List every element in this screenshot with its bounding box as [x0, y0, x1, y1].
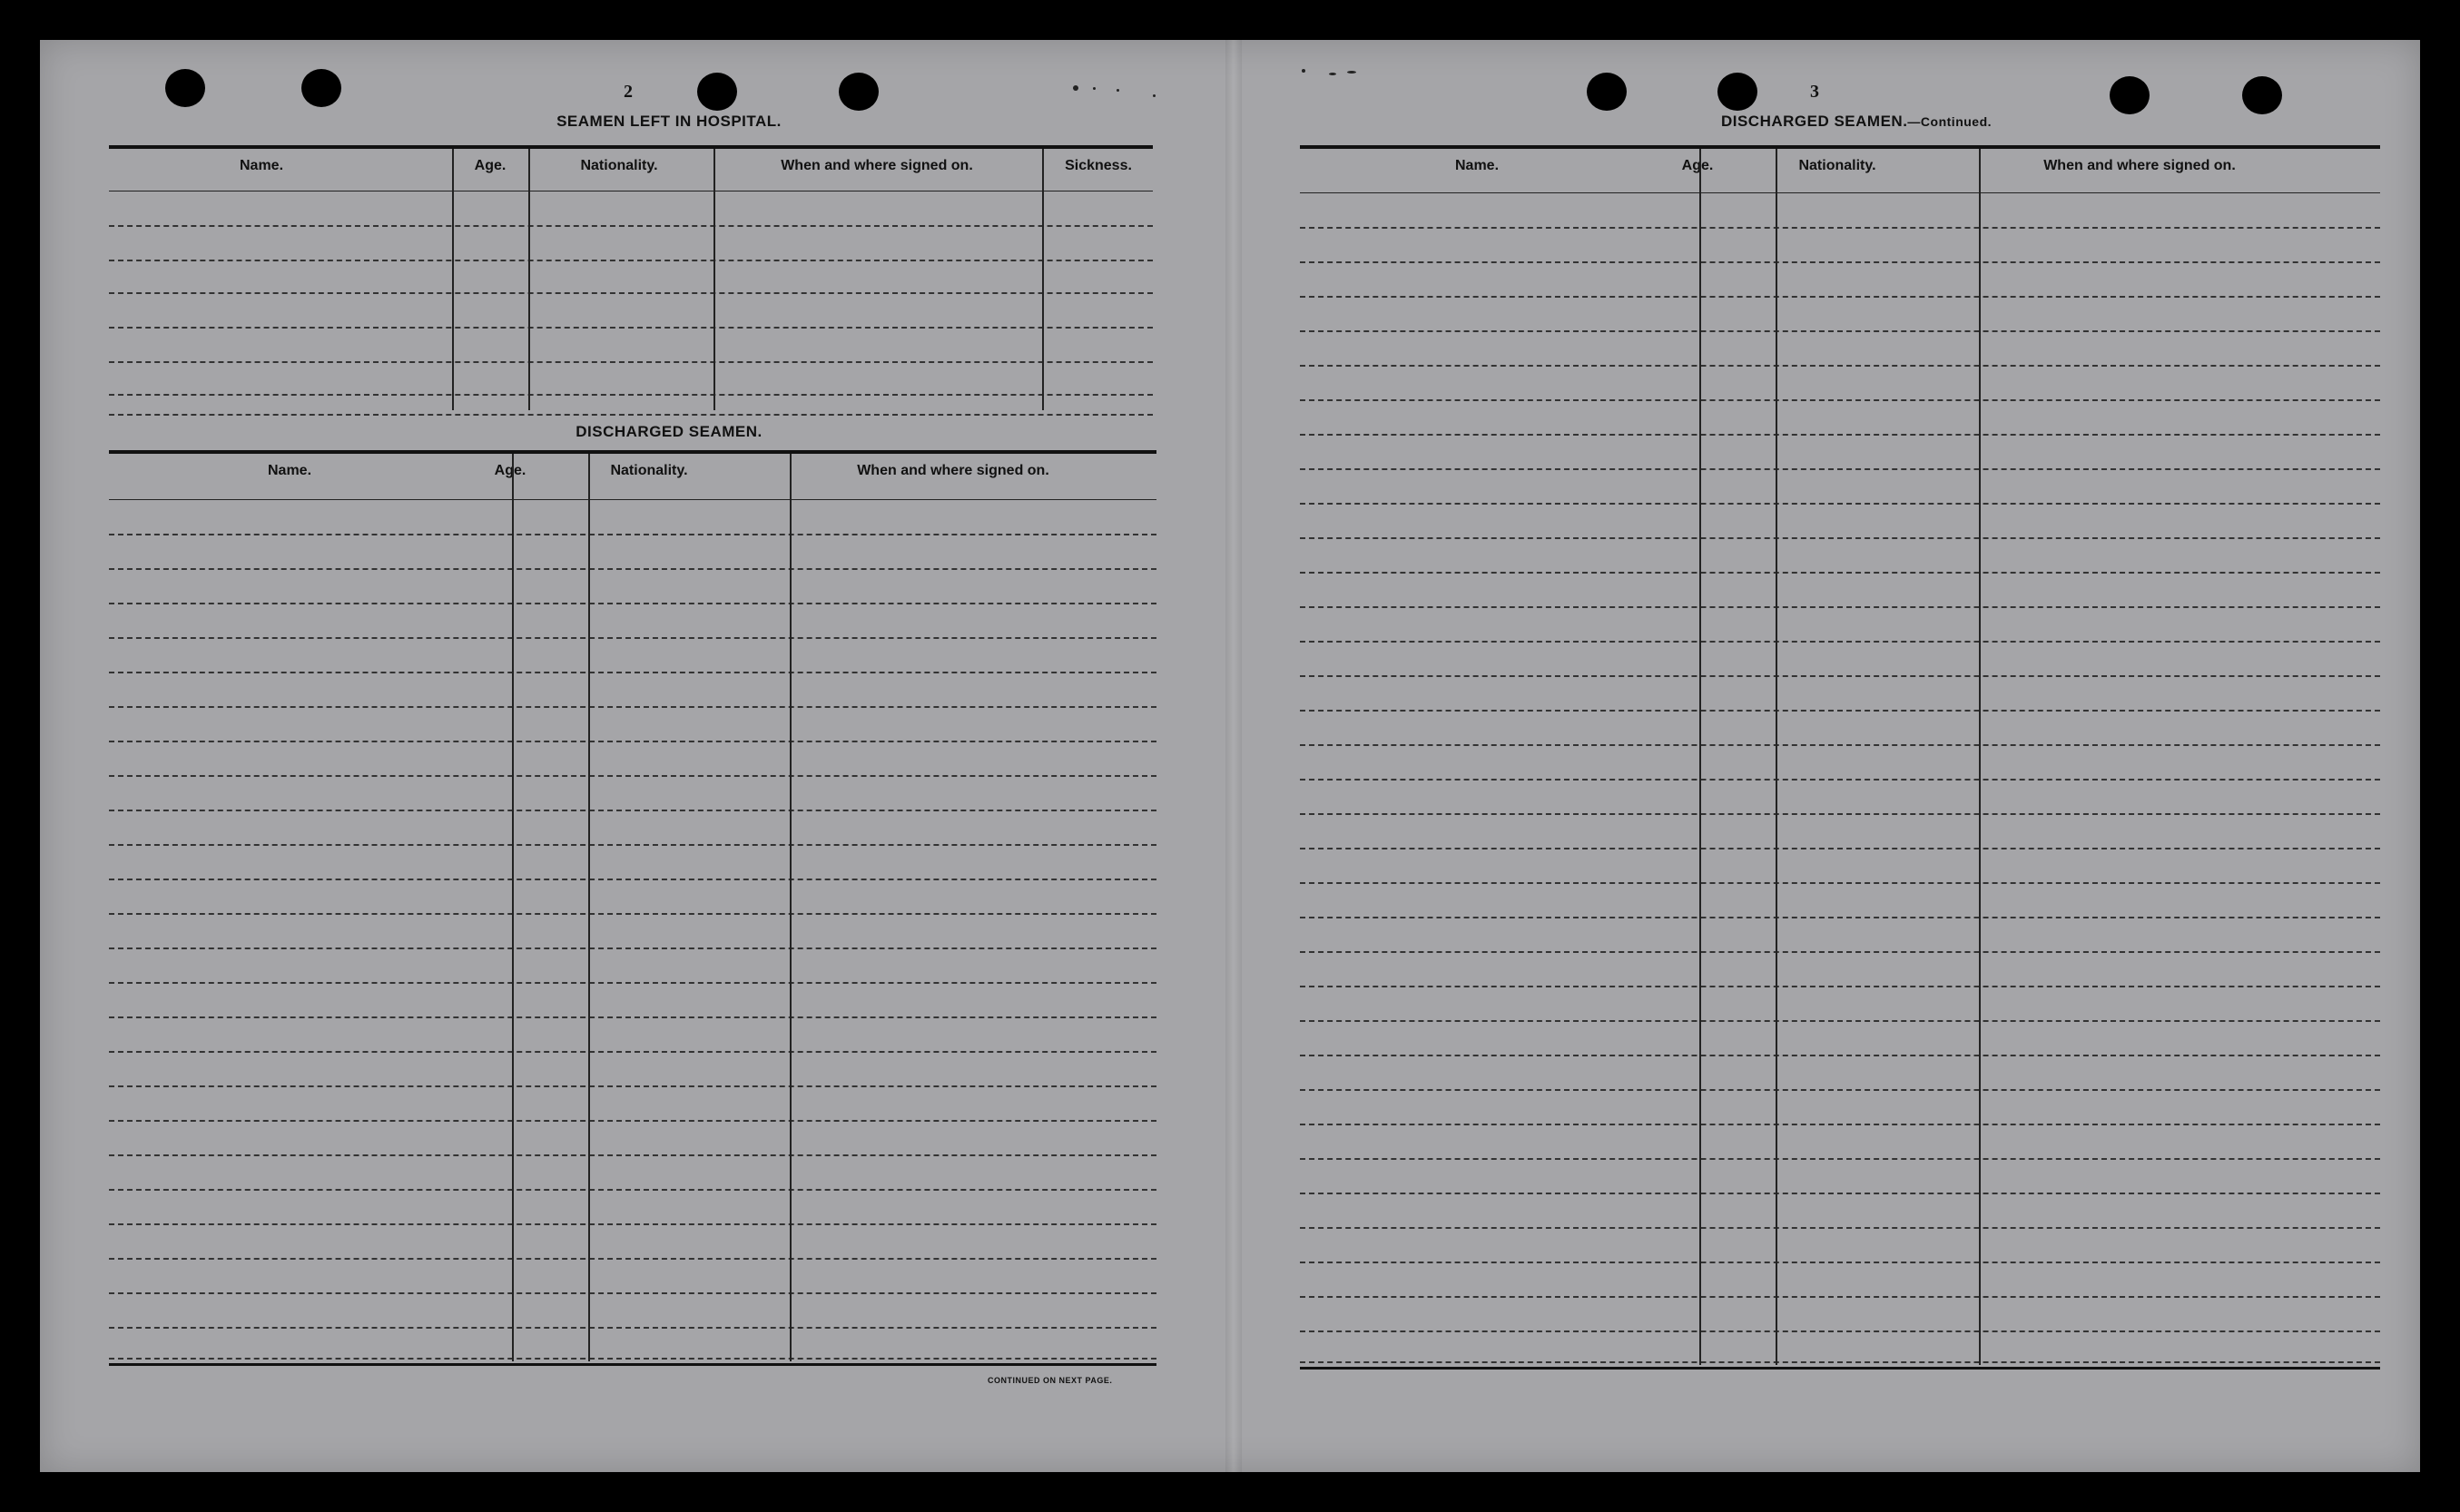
discharged-table-left [109, 450, 1156, 1412]
page-fold [1225, 40, 1242, 1472]
column-header-nationality: Nationality. [1798, 158, 1876, 173]
punch-hole [2110, 76, 2150, 114]
column-header-name: Name. [267, 463, 312, 478]
column-header-age: Age. [494, 463, 526, 478]
column-header-age: Age. [474, 158, 507, 173]
ink-speck [1073, 85, 1078, 91]
ink-speck [1329, 73, 1336, 75]
punch-hole [1587, 73, 1627, 111]
ink-speck [1153, 94, 1156, 97]
column-header-name: Name. [239, 158, 284, 173]
column-header-age: Age. [1681, 158, 1714, 173]
ink-speck [1347, 71, 1356, 74]
punch-hole [839, 73, 879, 111]
punch-hole [2242, 76, 2282, 114]
discharged-table-right [1300, 145, 2380, 1416]
page-number-right: 3 [1810, 82, 1820, 102]
hospital-section-title: SEAMEN LEFT IN HOSPITAL. [556, 113, 782, 130]
discharged-section-title: DISCHARGED SEAMEN. [576, 423, 763, 440]
ink-speck [1302, 69, 1305, 73]
document-sheet [40, 40, 2420, 1472]
ink-speck [1117, 89, 1119, 92]
column-header-signed-on: When and where signed on. [781, 158, 973, 173]
discharged-continued-title-main: DISCHARGED SEAMEN. [1720, 113, 1908, 130]
column-header-signed-on: When and where signed on. [2043, 158, 2236, 173]
discharged-continued-title [1638, 113, 2075, 131]
column-header-nationality: Nationality. [610, 463, 688, 478]
ink-speck [1093, 87, 1096, 90]
column-header-name: Name. [1454, 158, 1500, 173]
column-header-signed-on: When and where signed on. [857, 463, 1049, 478]
discharged-continued-suffix: —Continued. [1907, 114, 1993, 129]
punch-hole [1717, 73, 1757, 111]
column-header-nationality: Nationality. [580, 158, 658, 173]
punch-hole [697, 73, 737, 111]
continued-note: CONTINUED ON NEXT PAGE. [988, 1376, 1113, 1385]
column-header-sickness: Sickness. [1065, 158, 1132, 173]
page-number-left: 2 [624, 82, 634, 102]
hospital-table [109, 145, 1153, 454]
punch-hole [301, 69, 341, 107]
punch-hole [165, 69, 205, 107]
